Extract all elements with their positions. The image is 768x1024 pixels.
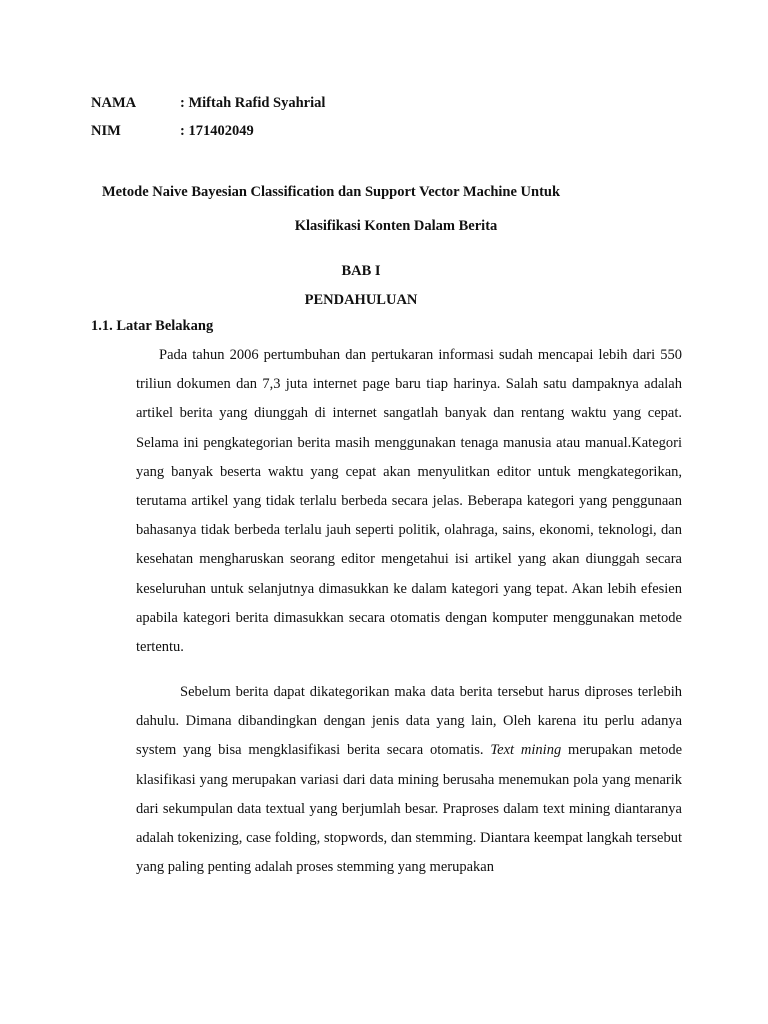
nim-value: : 171402049 [180, 123, 254, 139]
text-mining-term: Text mining [490, 742, 562, 759]
paragraph-2-text-end: merupakan metode klasifikasi yang merupakan variasi dari data mining berusaha menemukan pola yang menarik dari sekumpulan data textual yang berjumlah besar. Praproses dalam text mining diantaranya adalah tokenizing, case folding, stopwords, dan stemming. Diantara keempat langkah tersebut yang paling penting adalah proses stemming yang merupakan [136, 742, 683, 876]
name-value: : Miftah Rafid Syahrial [180, 95, 326, 111]
title-line-2: Klasifikasi Konten Dalam Berita [294, 218, 498, 234]
chapter-heading [90, 257, 632, 315]
title-line-1: Metode Naive Bayesian Classification dan Support Vector Machine Untuk [101, 184, 561, 200]
student-identity [91, 92, 591, 148]
document-title [90, 175, 632, 243]
chapter-name: PENDAHULUAN [304, 292, 418, 308]
paragraph-2-text-start: Sebelum berita dapat dikategorikan maka data berita tersebut harus diproses terlebih dahulu. Dimana dibandingkan dengan jenis data yang lain, Oleh karena itu perlu adanya system yang bisa mengklasifikasi berita secara otomatis. [136, 684, 682, 759]
name-row [91, 92, 591, 120]
nim-label: NIM [91, 123, 121, 139]
name-label: NAMA [91, 95, 137, 111]
section-heading: 1.1. Latar Belakang [91, 318, 214, 334]
paragraph-1: Pada tahun 2006 pertumbuhan dan pertukaran informasi sudah mencapai lebih dari 550 triliun dokumen dan 7,3 juta internet page baru tiap harinya. Salah satu dampaknya adalah artikel berita yang diunggah di internet sangatlah banyak dan rentang waktu yang cepat. Selama ini pengkategorian berita masih menggunakan tenaga manusia atau manual.Kategori yang banyak beserta waktu yang cepat akan menyulitkan editor untuk mengkategorikan, terutama artikel yang tidak terlalu berbeda secara jelas. Beberapa kategori yang penggunaan bahasanya tidak berbeda terlalu jauh seperti politik, olahraga, sains, ekonomi, teknologi, dan kesehatan mengharuskan seorang editor mengetahui isi artikel yang akan diunggah secara keseluruhan untuk selanjutnya dimasukkan ke dalam kategori yang tepat. Akan lebih efesien apabila kategori berita dimasukkan secara otomatis dengan komputer menggunakan metode tertentu. [136, 347, 682, 656]
chapter-number: BAB I [341, 263, 381, 279]
nim-row [91, 120, 591, 148]
paragraph-2 [136, 678, 682, 882]
